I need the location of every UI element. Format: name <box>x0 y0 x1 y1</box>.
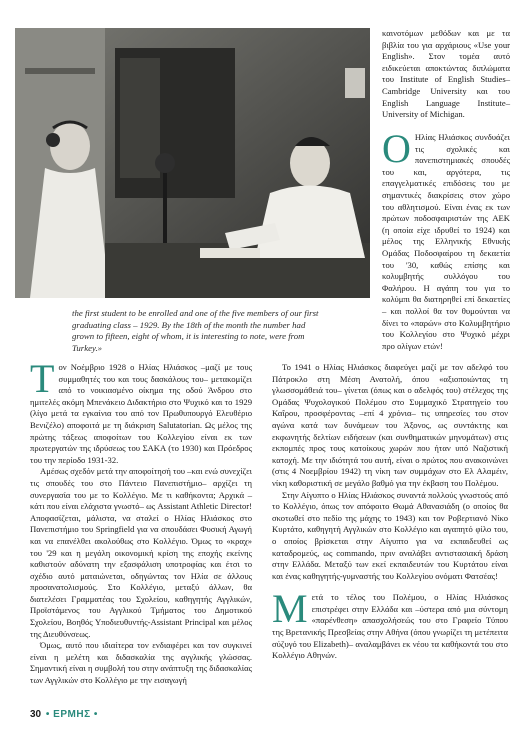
page-footer <box>30 709 98 720</box>
right-paragraph-1: καινοτόμων μεθόδων και με τα βιβλία του για αρχάριους «Use your English». Στον τομέα αυτό ειδικεύεται αποκτώντας διπλώματα του Institute of English Studies–Cambridge University και του English Language Institute–University of Michigan. <box>382 28 510 120</box>
drop-cap: Ο <box>382 126 411 171</box>
photo-illustration <box>15 28 370 298</box>
left-column <box>30 356 252 687</box>
magazine-name: • ΕΡΜΗΣ • <box>45 709 98 720</box>
photo-caption: the first student to be enrolled and one of the five members of our first graduating class – 1929. By the 18th of the month the number had grown to fifteen, eight of whom, it is interesting to note, were from Turkey.» <box>72 308 319 353</box>
drop-cap: Τ <box>30 356 55 401</box>
right-paragraph-5: Μετά το τέλος του Πολέμου, ο Ηλίας Ηλιάσκος επιστρέφει στην Ελλάδα και –ύστερα από μια σύντομη «παρένθεση» απασχολήσεώς του στο Γραφείο Τύπου της Βρετανικής Πρεσβείας στην Αθήνα (όπου γνωρίζει τη μετέπειτα σύζυγό του Elizabeth)– αναλαμβάνει εκ νέου τα καθήκοντά του στο Κολλέγιο Αθηνών. <box>272 586 508 661</box>
left-paragraph-2: Αμέσως σχεδόν μετά την αποφοίτησή του –και ενώ συνεχίζει τις σπουδές του στο Πάντειο Πανεπιστήμιο– αρχίζει τη συνεργασία του με το Κολλέγιο. Με τι καθήκοντα; Αρχικά –κάτι που είναι ελάχιστα γνωστό– ως Assistant Athletic Director! Αποφασίζεται, μάλιστα, να σταλεί ο Ηλίας Ηλιάσκος στο Πανεπιστήμιο του Springfield για να σπουδάσει Φυσική Αγωγή και να επανέλθει ακολούθως στο Κολλέγιο. Όμως το «κραχ» του '29 και η μεγάλη οικονομική κρίση της εποχής εκείνης καθιστούν αδύνατη την εξασφάλιση υποτροφίας και έτσι το σχέδιο αυτό ματαιώνεται, οδηγώντας τον Ηλία σε άλλους προσανατολισμούς. Στο Κολλέγιο, μεταξύ άλλων, θα διατελέσει Γραμματέας του Σχολείου, καθηγητής Αγγλικών, Προϊστάμενος του Αγγλικού Τμήματος του Δημοτικού Σχολείου, Βοηθός Υποδιευθυντής-Assistant Principal και μέλος της Διευθύνσεως. <box>30 466 252 639</box>
right-column <box>382 28 510 121</box>
right-paragraph-2: Ο Ηλίας Ηλιάσκος συνδυάζει τις σχολικές και πανεπιστημιακές σπουδές του και, αργότερα, τις επαγγελματικές επιδόσεις του με σημαντικές διακρίσεις στον χώρο του αθλητισμού. Είναι ένας εκ των πρώτων ποδοσφαιριστών της ΑΕΚ (η οποία είχε ιδρυθεί το 1924) και μέλος της Ελληνικής Εθνικής Ομάδας Ποδοσφαίρου τη δεκαετία του '30, καθώς επίσης και κολυμβητής συλλόγου του Φαλήρου. Η αγάπη του για το κολύμπι θα διατηρηθεί επί δεκαετίες – και πολλοί θα τον θυμούνται να δίνει το «παρών» στο Κολυμβητήριο του Κολλεγίου στο Ψυχικό μέχρι προ ολίγων ετών! <box>382 126 510 351</box>
radio-broadcast-photo <box>15 28 370 298</box>
right-paragraph-4: Στην Αίγυπτο ο Ηλίας Ηλιάσκος συναντά πολλούς γνωστούς από το Κολλέγιο, όπως τον απόφοιτο Θωμά Αθανασιάδη (ο οποίος θα σκοτωθεί στο πεδίο της μάχης το 1943) και τον Ροβερτιανό Νίκο Κυρτάτο, καθηγητή Αγγλικών στο Κολλέγιο και αγαπητό φίλο του, ο οποίος βρίσκεται στην Αίγυπτο για να εκπαιδευθεί ως καταδρομεύς, ως commando, πριν αναλάβει αντιστασιακή δράση στην Ελλάδα. Μεταξύ των εκεί εκπαιδευτών του Κυρτάτου είναι και ένας καθηγητής-γυμναστής του Κολλεγίου ονόματι Φατσέας! <box>272 489 508 581</box>
left-paragraph-1: Τον Νοέμβριο 1928 ο Ηλίας Ηλιάσκος –μαζί με τους συμμαθητές του και τους δασκάλους του– μετακομίζει από το νοικιασμένο οίκημα της οδού Άνδρου στο ημιτελές ακόμη Μπενάκειο Διδακτήριο στο Ψυχικό και το 1929 (λίγο μετά τα εγκαίνια του από τον Πρωθυπουργό Ελευθέριο Βενιζέλο) αποφοιτά με τη διάκριση Salutatorian. Ως μέλος της πρώτης τάξεως αποφοίτων του Κολλεγίου είναι εκ των πρωτεργατών της ιδρύσεως του ΣΑΚΑ (το 1930) και Πρόεδρος του την περίοδο 1931-32. <box>30 356 252 465</box>
left-paragraph-3: Όμως, αυτό που ιδιαίτερα τον ενδιαφέρει και τον συγκινεί είναι η μελέτη και διδασκαλία της αγγλικής γλώσσας. Σημαντική είναι η συμβολή του στην ανάπτυξη της διδασκαλίας των Αγγλικών στο Κολλέγιο με την εισαγωγή <box>30 640 252 686</box>
right-column-lower <box>272 362 508 662</box>
right-paragraph-3: Το 1941 ο Ηλίας Ηλιάσκος διαφεύγει μαζί με τον αδελφό του Πάτροκλο στη Μέση Ανατολή, όπου «αξιοποιώντας τη γλωσσομάθειά του– γίνεται (όπως και ο αδελφός του) στέλεχος της Ομάδας Ψυχολογικού Πολέμου στο Συμμαχικό Στρατηγείο του Καΐρου, προσφέροντας –επί 4 χρόνια– τις υπηρεσίες του στον αγώνα κατά των δυνάμεων του Άξονος, ως συντάκτης και εκφωνητής δελτίων ειδήσεων (και συνθηματικών μηνυμάτων) στις εκπομπές προς τους κατοίκους χωρών που ήταν υπό Ναζιστική κατοχή. Με την ιδιότητά του αυτή, είναι ο πρώτος που ανακοινώνει (στις 4 Νοεμβρίου 1942) τη νίκη των συμμάχων στο Ελ Αλαμέιν, νίκη καθοριστική σε μεγάλο βαθμό για την έκβαση του Πολέμου. <box>272 362 508 488</box>
page-number: 30 <box>30 709 42 720</box>
right-column-continued <box>382 126 510 352</box>
drop-cap: Μ <box>272 586 308 632</box>
